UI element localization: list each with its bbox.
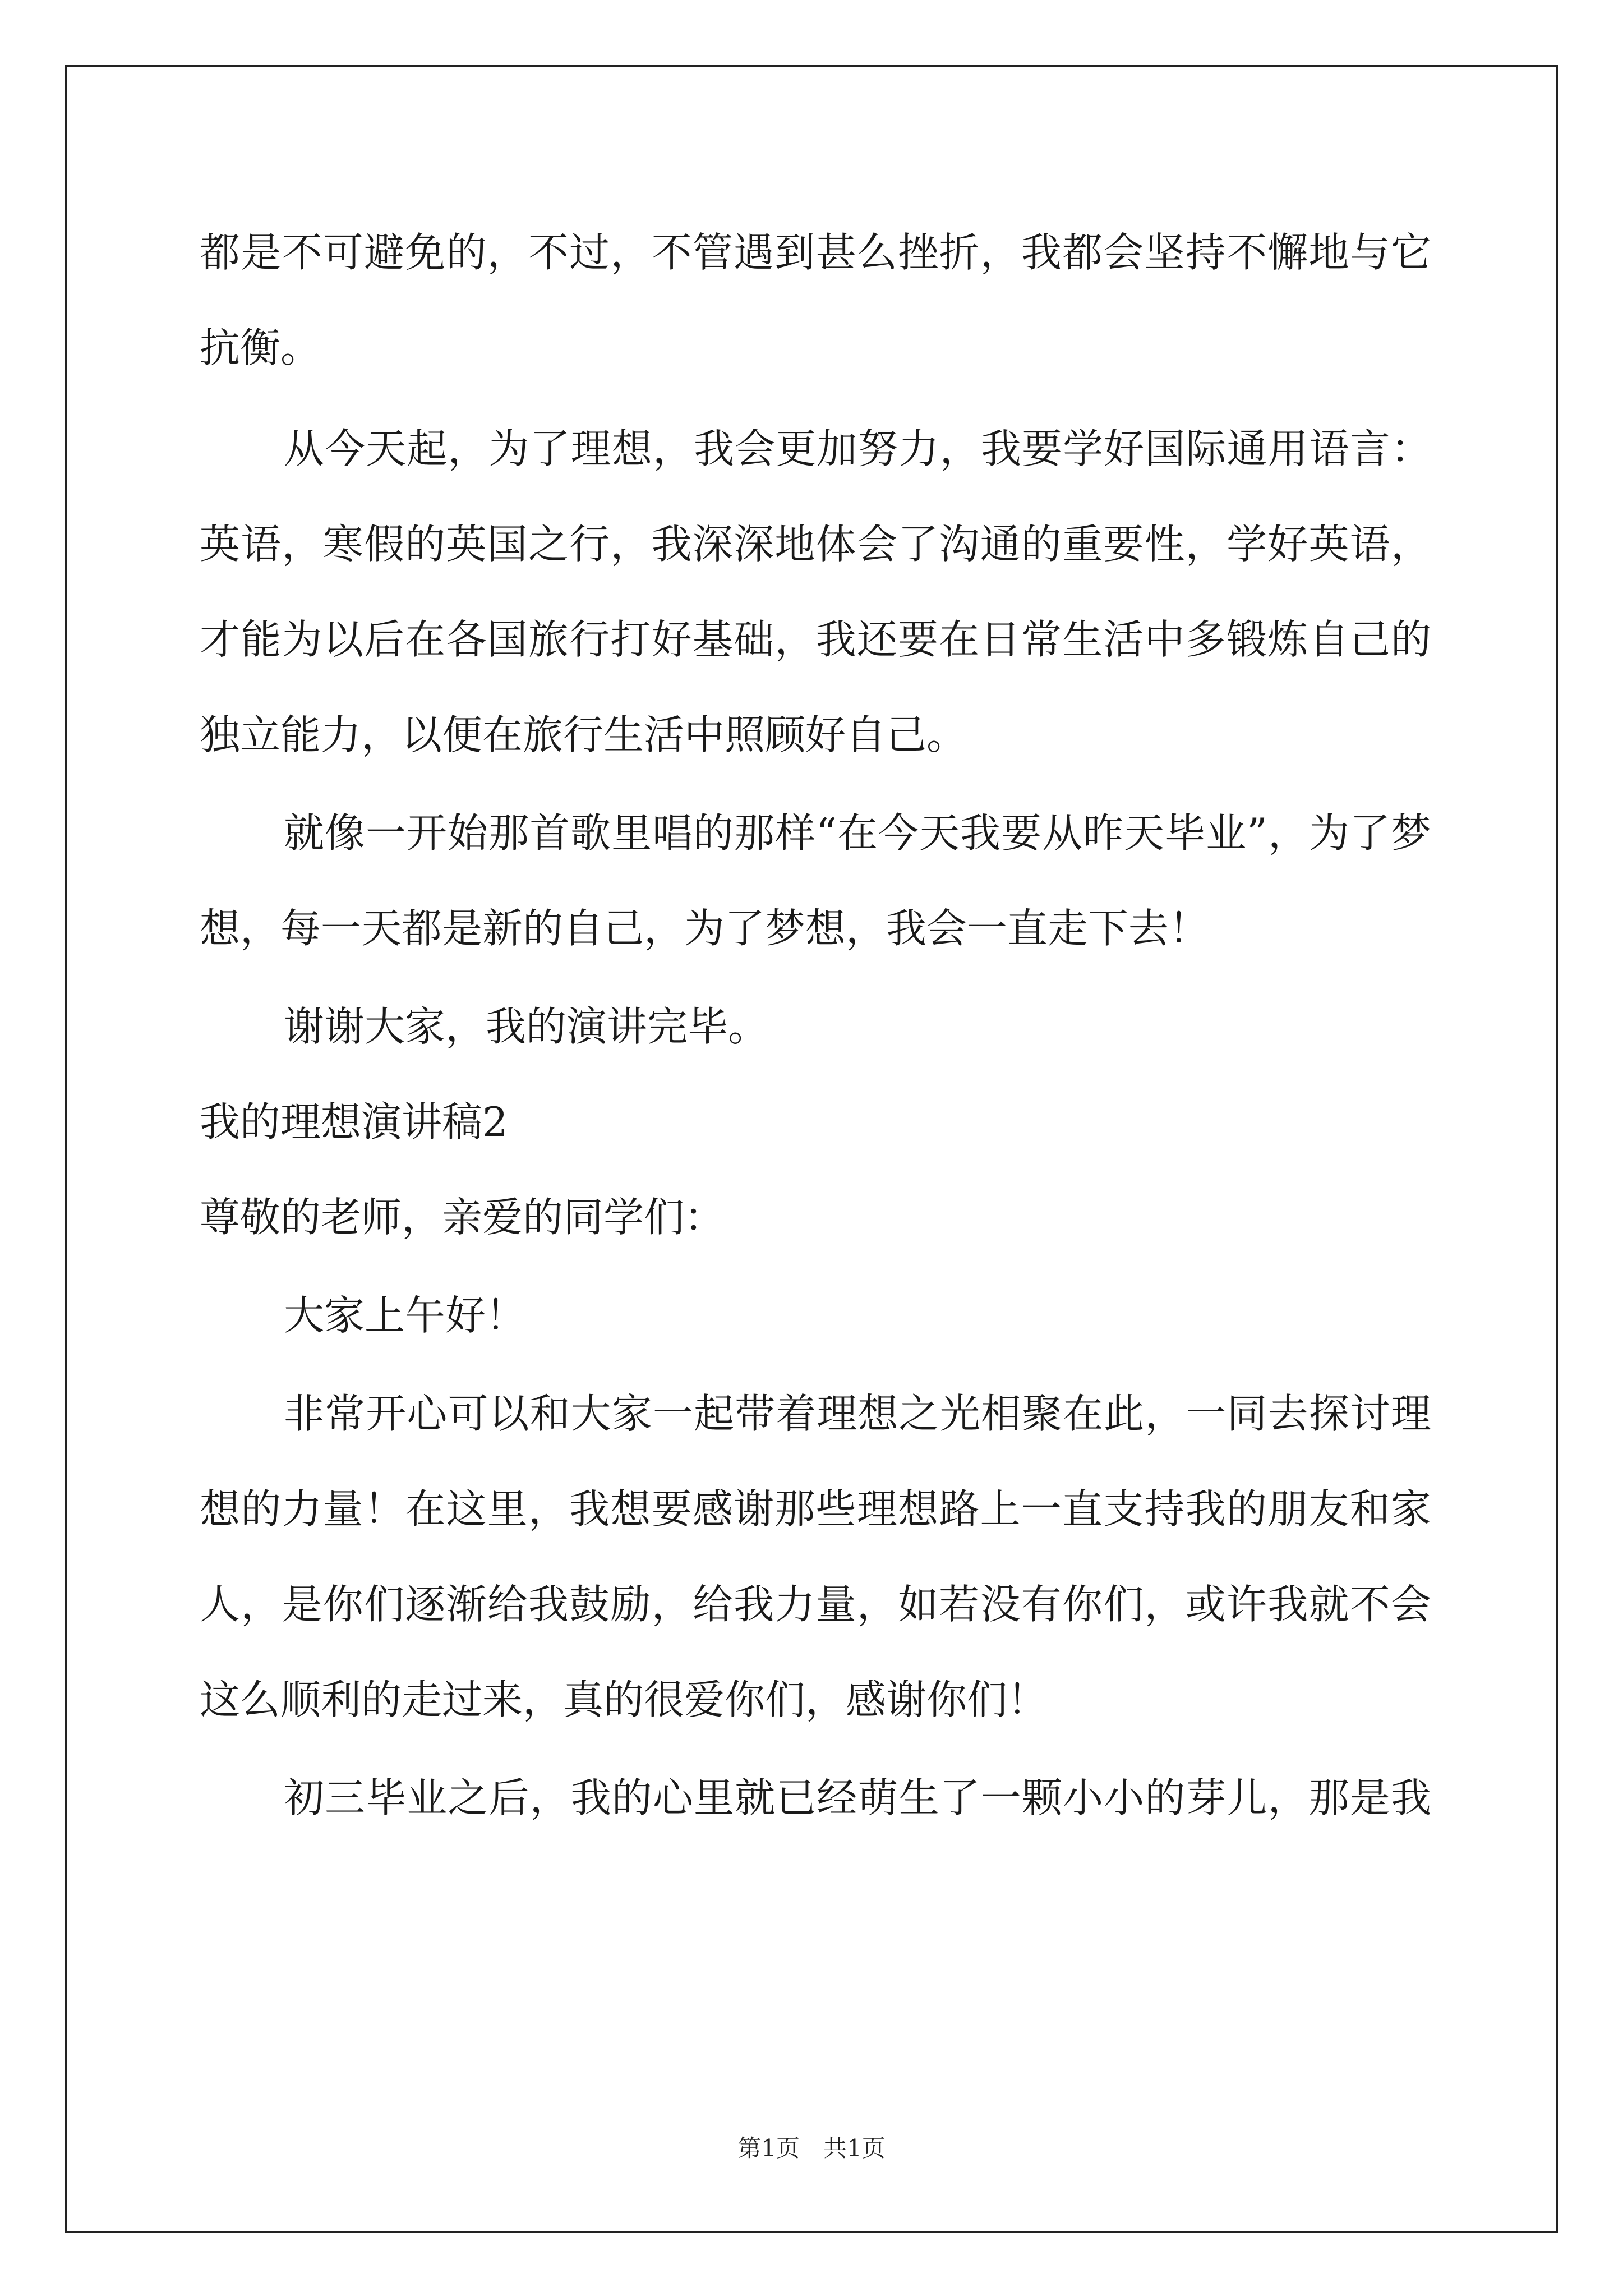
paragraph-first-line: 就像一开始那首歌里唱的那样“在今天我要从昨天毕业”，为了梦	[284, 809, 1431, 857]
body-text-line: 想的力量！在这里，我想要感谢那些理想路上一直支持我的朋友和家	[200, 1485, 1431, 1533]
paragraph-first-line: 从今天起，为了理想，我会更加努力，我要学好国际通用语言：	[284, 425, 1431, 472]
body-text-line: 这么顺利的走过来，真的很爱你们，感谢你们！	[200, 1676, 1048, 1723]
section-heading: 我的理想演讲稿2	[200, 1098, 508, 1145]
body-text-line: 都是不可避免的，不过，不管遇到甚么挫折，我都会坚持不懈地与它	[200, 229, 1431, 276]
paragraph-first-line: 非常开心可以和大家一起带着理想之光相聚在此，一同去探讨理	[284, 1390, 1431, 1437]
body-text-line: 抗衡。	[200, 324, 321, 371]
body-text-line: 人，是你们逐渐给我鼓励，给我力量，如若没有你们，或许我就不会	[200, 1581, 1431, 1628]
paragraph-first-line: 初三毕业之后，我的心里就已经萌生了一颗小小的芽儿，那是我	[284, 1774, 1431, 1821]
body-text-line: 英语，寒假的英国之行，我深深地体会了沟通的重要性，学好英语，	[200, 521, 1431, 568]
page-number-footer: 第1页 共1页	[737, 2134, 886, 2162]
salutation: 尊敬的老师，亲爱的同学们：	[200, 1194, 725, 1241]
closing-line: 谢谢大家，我的演讲完毕。	[284, 1003, 769, 1050]
body-text-line: 想，每一天都是新的自己，为了梦想，我会一直走下去！	[200, 905, 1210, 952]
body-text-line: 独立能力，以便在旅行生活中照顾好自己。	[200, 711, 967, 758]
body-text-line: 才能为以后在各国旅行打好基础，我还要在日常生活中多锻炼自己的	[200, 616, 1431, 663]
greeting: 大家上午好！	[284, 1292, 527, 1339]
